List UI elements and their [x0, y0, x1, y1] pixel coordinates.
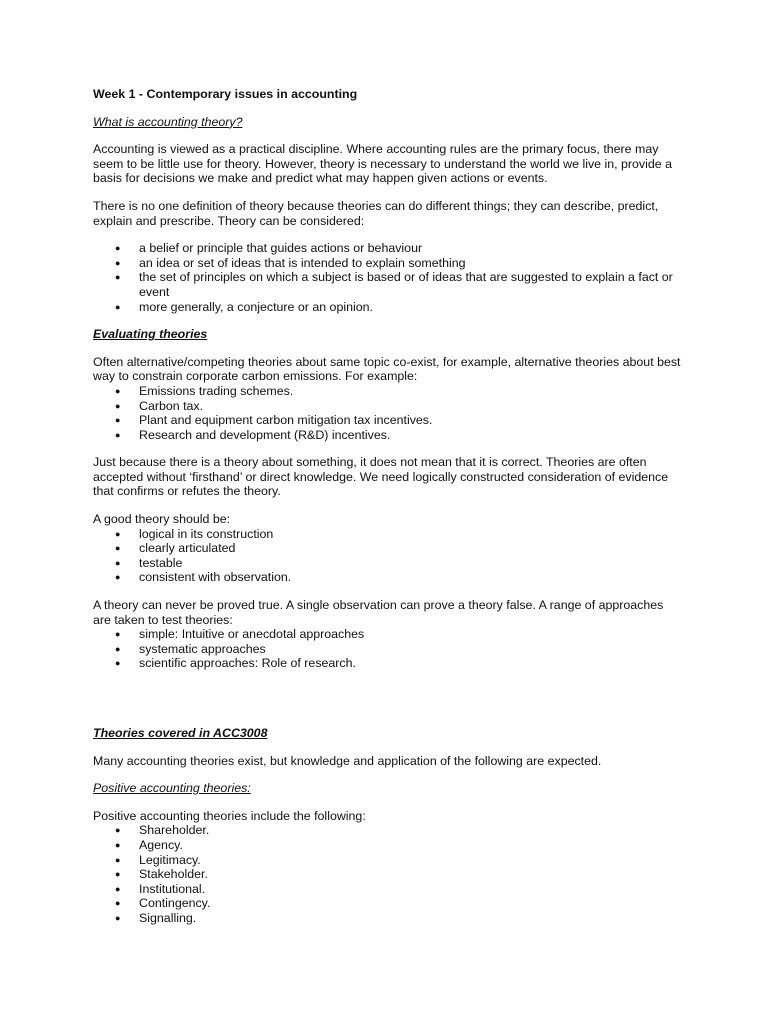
heading-theories-covered: Theories covered in ACC3008	[93, 726, 268, 740]
list-item: ● logical in its construction	[115, 526, 274, 541]
bullet-icon: ●	[115, 572, 121, 583]
paragraph-positive-include: Positive accounting theories include the following:	[93, 808, 366, 823]
paragraph-competing-theories: Often alternative/competing theories about same topic co-exist, for example, alternative theories about best way to constrain corporate carbon emissions. For example:	[93, 354, 681, 384]
heading-positive-accounting-theories: Positive accounting theories:	[93, 781, 251, 796]
list-item: ● scientific approaches: Role of research.	[115, 656, 356, 671]
list-theory-considered	[93, 241, 683, 314]
list-item: ● consistent with observation.	[115, 570, 292, 585]
heading-evaluating-theories: Evaluating theories	[93, 327, 208, 342]
bullet-icon: ●	[115, 839, 121, 850]
bullet-icon: ●	[115, 883, 121, 894]
list-item: ● simple: Intuitive or anecdotal approaches	[115, 627, 365, 642]
bullet-icon: ●	[115, 869, 121, 880]
paragraph-good-theory: A good theory should be:	[93, 512, 231, 527]
bullet-icon: ●	[115, 557, 121, 568]
list-item: ● Agency.	[115, 837, 183, 852]
list-positive-theories	[93, 823, 683, 925]
paragraph-never-proved-true: A theory can never be proved true. A single observation can prove a theory false. A range of approaches are taken to test theories:	[93, 598, 664, 627]
paragraph-many-theories-exist: Many accounting theories exist, but knowledge and application of the following are expected.	[93, 753, 602, 768]
bullet-icon: ●	[115, 825, 121, 836]
list-good-theory-criteria	[93, 527, 683, 585]
title-rest: - Contemporary issues in accounting	[135, 87, 358, 101]
bullet-icon: ●	[115, 658, 121, 669]
list-item: ● Emissions trading schemes.	[115, 383, 294, 398]
list-item: ● Signalling.	[115, 910, 197, 925]
bullet-icon: ●	[115, 243, 121, 254]
paragraph-no-one-definition: There is no one definition of theory because theories can do different things; they can describe, predict, explain and prescribe. Theory can be considered:	[93, 198, 659, 228]
bullet-icon: ●	[115, 854, 121, 865]
bullet-icon: ●	[115, 912, 121, 923]
vertical-spacer	[93, 684, 683, 726]
bullet-icon: ●	[115, 272, 121, 283]
document-title	[93, 87, 683, 102]
bullet-icon: ●	[115, 643, 121, 654]
list-item: ● testable	[115, 555, 183, 570]
bullet-icon: ●	[115, 898, 121, 909]
paragraph-theory-not-correct: Just because there is a theory about something, it does not mean that it is correct. Theories are often accepted without ‘firsthand’ or direct knowledge. We need logically constructed consideration of evidence that confirms or refutes the theory.	[93, 455, 669, 499]
list-item: ● Plant and equipment carbon mitigation tax incentives.	[115, 413, 433, 428]
list-item: ● Institutional.	[115, 881, 206, 896]
bullet-icon: ●	[115, 543, 121, 554]
list-item: ● a belief or principle that guides actions or behaviour	[115, 241, 423, 256]
heading-what-is-accounting-theory: What is accounting theory?	[93, 114, 243, 129]
list-item: ● an idea or set of ideas that is intended to explain something	[115, 255, 466, 270]
list-test-approaches	[93, 627, 683, 671]
list-item: ● more generally, a conjecture or an opinion.	[115, 299, 373, 314]
list-item: ● Stakeholder.	[115, 867, 208, 882]
bullet-icon: ●	[115, 385, 121, 396]
bullet-icon: ●	[115, 400, 121, 411]
list-item: ● clearly articulated	[115, 541, 236, 556]
title-week: Week 1	[93, 87, 136, 101]
list-item: ● Carbon tax.	[115, 398, 204, 413]
list-item: ● the set of principles on which a subject is based or of ideas that are suggested to explain a fact or event	[115, 270, 673, 299]
list-item: ● Shareholder.	[115, 823, 210, 838]
bullet-icon: ●	[115, 528, 121, 539]
list-item: ● Contingency.	[115, 896, 211, 911]
bullet-icon: ●	[115, 415, 121, 426]
list-item: ● systematic approaches	[115, 641, 266, 656]
document-page	[93, 87, 683, 939]
bullet-icon: ●	[115, 429, 121, 440]
list-item: ● Legitimacy.	[115, 852, 201, 867]
bullet-icon: ●	[115, 301, 121, 312]
bullet-icon: ●	[115, 629, 121, 640]
list-item: ● Research and development (R&D) incentives.	[115, 427, 391, 442]
list-carbon-approaches	[93, 384, 683, 442]
bullet-icon: ●	[115, 257, 121, 268]
paragraph-accounting-practical: Accounting is viewed as a practical discipline. Where accounting rules are the primary focus, there may seem to be little use for theory. However, theory is necessary to understand the world we live in, provide a basis for decisions we make and predict what may happen given actions or events.	[93, 142, 672, 186]
